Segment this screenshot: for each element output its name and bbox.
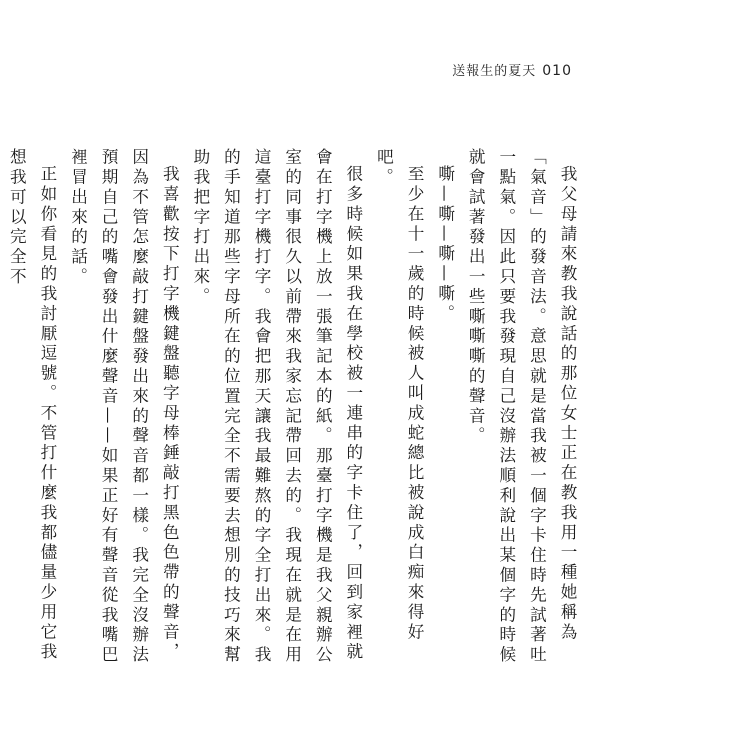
page-number: 010	[542, 63, 572, 79]
paragraph: 正如你看見的我討厭逗號。不管打什麼我都儘量少用它我想我可以完全不	[7, 148, 57, 663]
vertical-body-text	[7, 148, 582, 668]
running-header	[452, 60, 572, 79]
paragraph: 我父母請來教我說話的那位女士正在教我用一種她稱為「氣音」的發音法。意思就是當我被一個字卡住時先試著吐一點氣。因此只要我發現自己沒辦法順利說出某個字的時候就會試著發出一些嘶嘶嘶的聲音。	[466, 148, 577, 666]
paragraph: 嘶—嘶—嘶—嘶。	[435, 164, 455, 324]
book-title: 送報生的夏天	[452, 64, 537, 79]
paragraph: 很多時候如果我在學校被一連串的字卡住了，回到家裡就會在打字機上放一張筆記本的紙。那臺打字機是我父親辦公室的同事很久以前帶來我家忘記帶回去的。我現在就是在用這臺打字機打字。我會把那天讓我最難熬的字全打出來。我的手知道那些字母所在的位置完全不需要去想別的技巧來幫助我把字打出來。	[190, 148, 363, 666]
paragraph: 至少在十一歲的時候被人叫成蛇總比被說成白痴來得好吧。	[374, 148, 425, 643]
paragraph: 我喜歡按下打字機鍵盤聽字母棒錘敲打黑色色帶的聲音，因為不管怎麼敲打鍵盤發出來的聲音都一樣。我完全沒辦法預期自己的嘴會發出什麼聲音——如果正好有聲音從我嘴巴裡冒出來的話。	[68, 148, 180, 666]
